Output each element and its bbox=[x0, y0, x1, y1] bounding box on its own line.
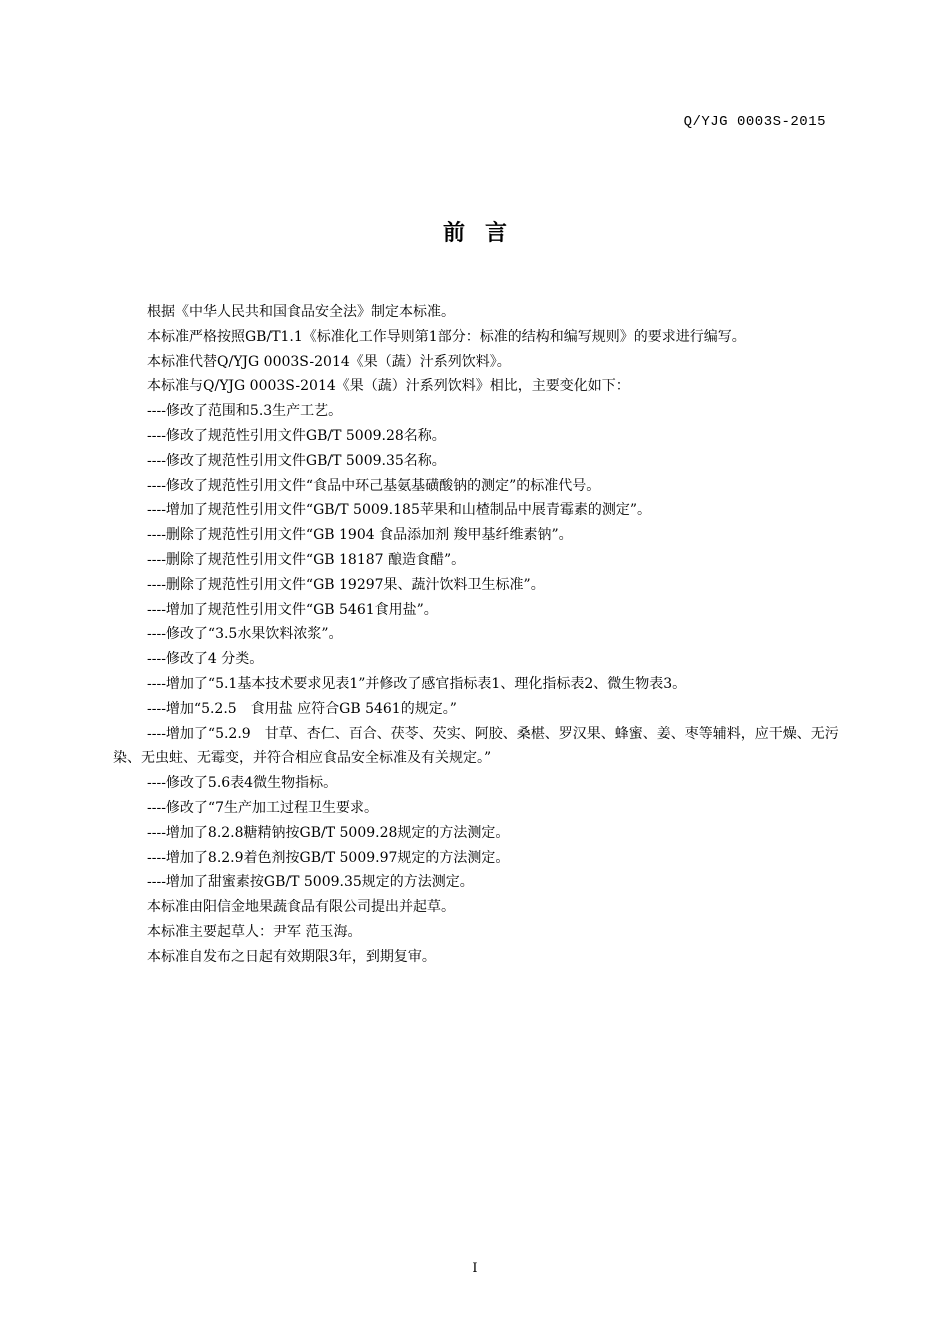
change-item: ----增加了规范性引用文件“GB/T 5009.185苹果和山楂制品中展青霉素的测定”。 bbox=[147, 502, 652, 519]
paragraph: 本标准严格按照GB/T1.1《标准化工作导则第1部分：标准的结构和编写规则》的要求进行编写。 bbox=[147, 328, 746, 345]
paragraph: 本标准与Q/YJG 0003S-2014《果（蔬）汁系列饮料》相比，主要变化如下： bbox=[147, 378, 630, 395]
change-item: ----修改了4 分类。 bbox=[147, 651, 264, 668]
change-item: ----修改了规范性引用文件GB/T 5009.35名称。 bbox=[147, 452, 446, 469]
change-item: ----增加了“5.2.9 甘草、杏仁、百合、茯苓、芡实、阿胶、桑椹、罗汉果、蜂蜜、姜、枣等辅料，应干燥、无污染、无虫蛀、无霉变，并符合相应食品安全标准及有关规定。” bbox=[113, 725, 839, 767]
change-item: ----增加“5.2.5 食用盐 应符合GB 5461的规定。” bbox=[147, 700, 457, 717]
change-item: ----删除了规范性引用文件“GB 19297果、蔬汁饮料卫生标准”。 bbox=[147, 576, 545, 593]
change-item: ----删除了规范性引用文件“GB 18187 酿造食醋”。 bbox=[147, 551, 466, 568]
paragraph: 本标准主要起草人：尹军 范玉海。 bbox=[147, 923, 362, 940]
document-body bbox=[113, 300, 863, 970]
change-item: ----修改了规范性引用文件“食品中环己基氨基磺酸钠的测定”的标准代号。 bbox=[147, 477, 601, 494]
change-item: ----删除了规范性引用文件“GB 1904 食品添加剂 羧甲基纤维素钠”。 bbox=[147, 527, 573, 544]
paragraph: 本标准由阳信金地果蔬食品有限公司提出并起草。 bbox=[147, 899, 455, 916]
change-item: ----修改了“3.5水果饮料浓浆”。 bbox=[147, 626, 343, 643]
page-title: 前言 bbox=[442, 221, 527, 246]
change-item: ----修改了范围和5.3生产工艺。 bbox=[147, 403, 343, 420]
page-number: I bbox=[472, 1261, 478, 1276]
paragraph: 本标准自发布之日起有效期限3年，到期复审。 bbox=[147, 948, 436, 965]
change-item: ----修改了“7生产加工过程卫生要求。 bbox=[147, 799, 378, 816]
change-item: ----增加了“5.1基本技术要求见表1”并修改了感官指标表1、理化指标表2、微生物表3。 bbox=[147, 675, 687, 692]
document-code: Q/YJG 0003S-2015 bbox=[683, 114, 826, 130]
change-item: ----增加了甜蜜素按GB/T 5009.35规定的方法测定。 bbox=[147, 874, 474, 891]
change-item: ----增加了规范性引用文件“GB 5461食用盐”。 bbox=[147, 601, 438, 618]
change-item: ----增加了8.2.9着色剂按GB/T 5009.97规定的方法测定。 bbox=[147, 849, 510, 866]
change-item: ----修改了5.6表4微生物指标。 bbox=[147, 775, 338, 792]
paragraph: 本标准代替Q/YJG 0003S-2014《果（蔬）汁系列饮料》。 bbox=[147, 353, 511, 370]
change-item: ----修改了规范性引用文件GB/T 5009.28名称。 bbox=[147, 427, 446, 444]
paragraph: 根据《中华人民共和国食品安全法》制定本标准。 bbox=[147, 304, 455, 320]
change-item: ----增加了8.2.8糖精钠按GB/T 5009.28规定的方法测定。 bbox=[147, 824, 510, 841]
